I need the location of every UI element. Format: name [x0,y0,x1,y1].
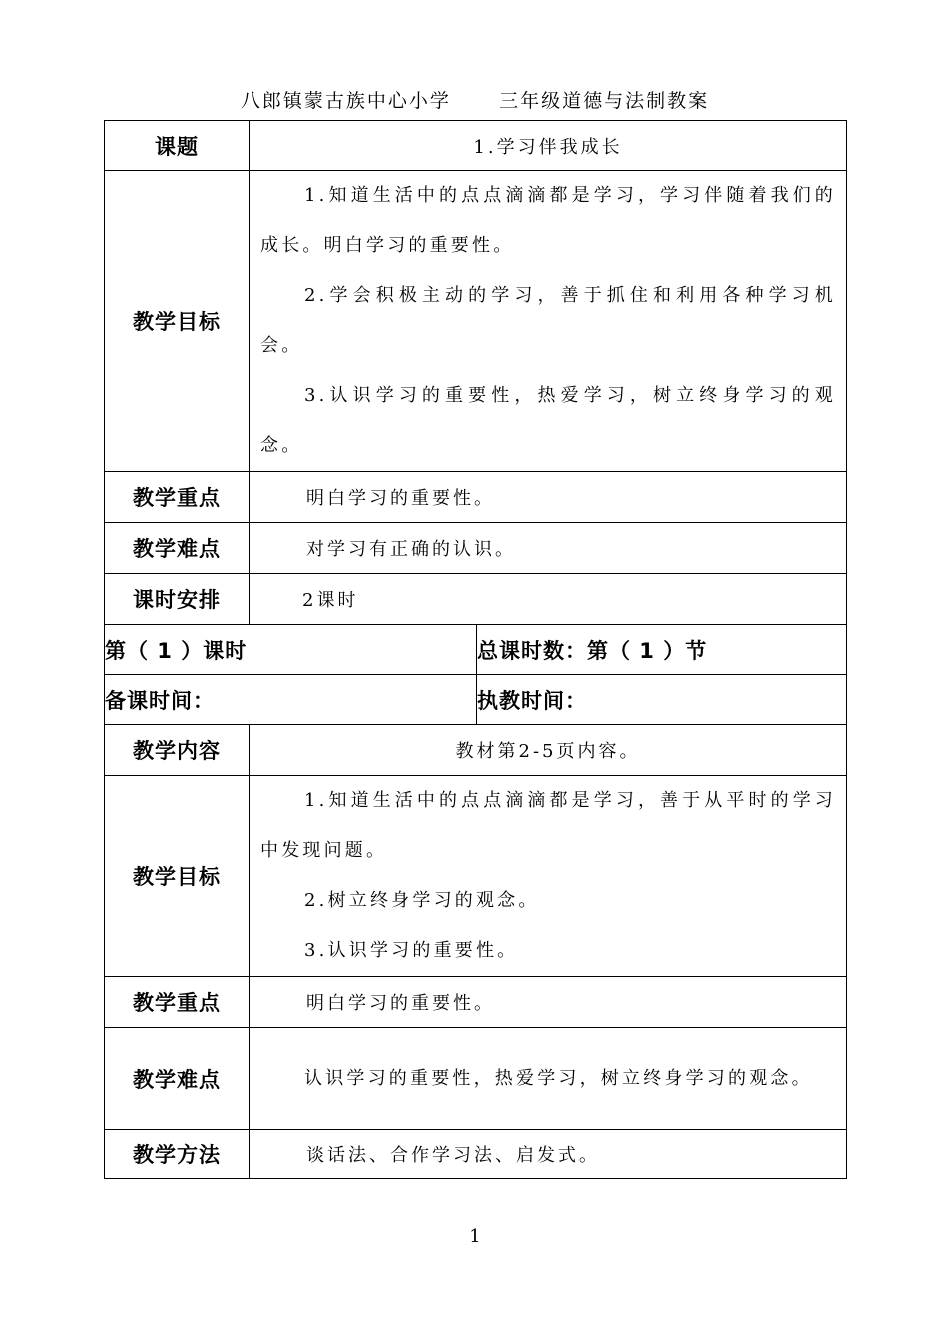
lesson-plan-table [104,120,847,1179]
goal-item: 1.知道生活中的点点滴滴都是学习，学习伴随着我们的成长。明白学习的重要性。 [260,185,836,256]
topic-value: 1.学习伴我成长 [250,121,847,171]
key-point2-value: 明白学习的重要性。 [250,977,847,1028]
page-header [0,86,950,113]
method-label: 教学方法 [105,1130,250,1179]
schedule-label: 课时安排 [105,574,250,625]
schedule-value: 2课时 [250,574,847,625]
topic-label: 课题 [105,121,250,171]
goal2-item: 2.树立终身学习的观念。 [304,890,540,911]
goal-item: 3.认识学习的重要性，热爱学习，树立终身学习的观念。 [260,385,836,456]
topic-row [105,121,847,171]
time-row [105,675,847,725]
key-point2-label: 教学重点 [105,977,250,1028]
page-number: 1 [469,1226,481,1247]
key-point-label: 教学重点 [105,472,250,523]
lesson-count-row [105,625,847,675]
difficulty-value: 对学习有正确的认识。 [250,523,847,574]
key-point-value: 明白学习的重要性。 [250,472,847,523]
difficulty2-row [105,1028,847,1130]
content-value: 教材第2-5页内容。 [250,725,847,776]
goal-item: 2.学会积极主动的学习，善于抓住和利用各种学习机会。 [260,285,836,356]
method-row [105,1130,847,1179]
total-lessons: 总课时数：第（ 1 ）节 [477,625,847,675]
prep-time: 备课时间： [105,675,477,725]
goals2-row [105,776,847,977]
goal2-item: 1.知道生活中的点点滴滴都是学习，善于从平时的学习中发现问题。 [260,790,836,861]
goals2-label: 教学目标 [105,776,250,977]
course-title: 三年级道德与法制教案 [499,90,710,112]
difficulty-label: 教学难点 [105,523,250,574]
content-row [105,725,847,776]
goal2-item: 3.认识学习的重要性。 [304,940,519,961]
difficulty2-cell [250,1028,847,1130]
schedule-row [105,574,847,625]
key-point2-row [105,977,847,1028]
difficulty2-value: 认识学习的重要性，热爱学习，树立终身学习的观念。 [304,1067,813,1089]
goals2-list [250,776,847,977]
content-label: 教学内容 [105,725,250,776]
teach-time: 执教时间： [477,675,847,725]
goals-list [250,171,847,472]
lesson-number: 第（ 1 ）课时 [105,625,477,675]
school-name: 八郎镇蒙古族中心小学 [240,90,451,112]
difficulty-row [105,523,847,574]
goals-label: 教学目标 [105,171,250,472]
method-value: 谈话法、合作学习法、启发式。 [250,1130,847,1179]
difficulty2-label: 教学难点 [105,1028,250,1130]
goals-row [105,171,847,472]
key-point-row [105,472,847,523]
